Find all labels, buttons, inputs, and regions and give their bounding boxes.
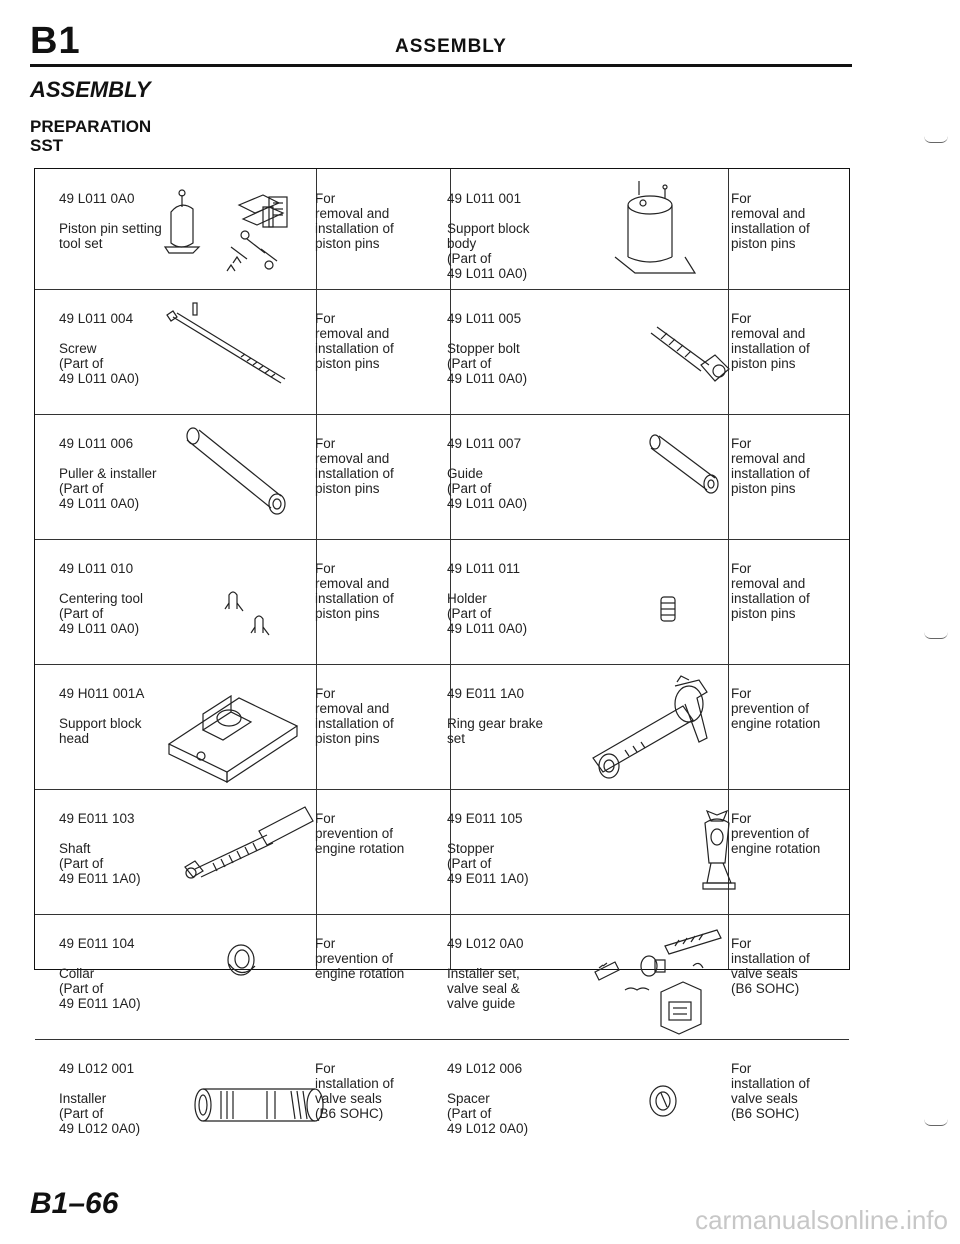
tool-part-number: 49 L011 007: [447, 436, 522, 451]
tool-name: Ring gear brake set: [447, 716, 544, 746]
watermark: carmanualsonline.info: [695, 1205, 948, 1235]
tool-usage: For removal and installation of piston pins: [731, 436, 810, 496]
tool-part-number: 49 L011 0A0: [59, 191, 135, 206]
tool-name: Support block head: [59, 716, 142, 746]
tool-name: Centering tool (Part of 49 L011 0A0): [59, 591, 144, 636]
tool-part-number: 49 E011 104: [59, 936, 135, 951]
support-block-body-tool-icon: [565, 175, 715, 285]
tool-usage: For installation of valve seals (B6 SOHC): [315, 1061, 394, 1121]
tool-part-number: 49 E011 105: [447, 811, 523, 826]
tool-name: Puller & installer (Part of 49 L011 0A0): [59, 466, 157, 511]
screw-tool-icon: [151, 301, 311, 396]
tool-part-number: 49 L012 001: [59, 1061, 135, 1076]
subsection-sst-label: SST: [30, 136, 64, 155]
tool-usage: For prevention of engine rotation: [315, 811, 405, 856]
tool-name: Holder (Part of 49 L011 0A0): [447, 591, 528, 636]
row-divider: [35, 414, 849, 415]
tool-part-number: 49 E011 103: [59, 811, 135, 826]
subsection-title: PREPARATION: [30, 117, 152, 136]
tool-part-number: 49 L011 004: [59, 311, 134, 326]
centering-tool-icon: [221, 581, 291, 656]
row-divider: [35, 664, 849, 665]
row-divider: [35, 914, 849, 915]
tool-part-number: 49 E011 1A0: [447, 686, 525, 701]
page-header-title: ASSEMBLY: [395, 36, 507, 57]
tool-part-number: 49 L011 001: [447, 191, 522, 206]
tool-usage: For prevention of engine rotation: [315, 936, 405, 981]
tool-usage: For removal and installation of piston pins: [315, 686, 394, 746]
tool-usage: For removal and installation of piston pins: [731, 561, 810, 621]
sst-table: [34, 168, 850, 1136]
tool-part-number: 49 L011 011: [447, 561, 521, 576]
tool-name: Screw (Part of 49 L011 0A0): [59, 341, 140, 386]
tool-part-number: 49 L011 010: [59, 561, 134, 576]
tool-name: Installer set, valve seal & valve guide: [447, 966, 520, 1011]
header-rule: [30, 64, 852, 67]
tool-name: Shaft (Part of 49 E011 1A0): [59, 841, 141, 886]
tool-usage: For removal and installation of piston pins: [731, 311, 810, 371]
tool-name: Stopper bolt (Part of 49 L011 0A0): [447, 341, 528, 386]
ring-gear-brake-tool-icon: [565, 674, 745, 799]
spacer-tool-icon: [643, 1081, 683, 1126]
row-divider: [35, 289, 849, 290]
binding-mark: [924, 136, 948, 143]
tool-name: Piston pin setting tool set: [59, 221, 162, 251]
binding-mark: [924, 632, 948, 639]
tool-name: Collar (Part of 49 E011 1A0): [59, 966, 141, 1011]
row-divider: [35, 1039, 849, 1040]
tool-usage: For removal and installation of piston pins: [315, 191, 394, 251]
tool-usage: For removal and installation of piston pins: [315, 436, 394, 496]
tool-part-number: 49 L012 0A0: [447, 936, 524, 951]
puller-installer-tool-icon: [177, 426, 307, 531]
installer-tool-icon: [191, 1079, 331, 1144]
tool-part-number: 49 L012 006: [447, 1061, 523, 1076]
tool-name: Stopper (Part of 49 E011 1A0): [447, 841, 529, 886]
holder-tool-icon: [655, 591, 685, 636]
tool-name: Guide (Part of 49 L011 0A0): [447, 466, 528, 511]
tool-part-number: 49 L011 005: [447, 311, 522, 326]
tool-name: Installer (Part of 49 L012 0A0): [59, 1091, 141, 1136]
binding-mark: [924, 1119, 948, 1126]
page-section-code: B1: [30, 20, 81, 62]
collar-tool-icon: [221, 940, 261, 985]
tool-usage: For removal and installation of piston pins: [315, 311, 394, 371]
page-number: B1–66: [30, 1187, 119, 1220]
section-title: ASSEMBLY: [30, 77, 151, 102]
tool-usage: For removal and installation of piston pins: [315, 561, 394, 621]
tool-usage: For prevention of engine rotation: [731, 811, 821, 856]
guide-tool-icon: [643, 428, 743, 513]
support-block-head-tool-icon: [149, 686, 309, 791]
stopper-bolt-tool-icon: [627, 309, 747, 404]
installer-set-tool-icon: [565, 920, 745, 1045]
shaft-tool-icon: [175, 801, 335, 896]
tool-part-number: 49 L011 006: [59, 436, 134, 451]
tool-name: Support block body (Part of 49 L011 0A0): [447, 221, 530, 281]
pin-set-tool-icon: [151, 177, 301, 282]
tool-usage: For installation of valve seals (B6 SOHC): [731, 1061, 810, 1121]
stopper-tool-icon: [687, 803, 747, 908]
tool-usage: For prevention of engine rotation: [731, 686, 821, 731]
tool-usage: For removal and installation of piston pins: [731, 191, 810, 251]
tool-part-number: 49 H011 001A: [59, 686, 145, 701]
row-divider: [35, 539, 849, 540]
row-divider: [35, 789, 849, 790]
tool-usage: For installation of valve seals (B6 SOHC): [731, 936, 810, 996]
tool-name: Spacer (Part of 49 L012 0A0): [447, 1091, 529, 1136]
